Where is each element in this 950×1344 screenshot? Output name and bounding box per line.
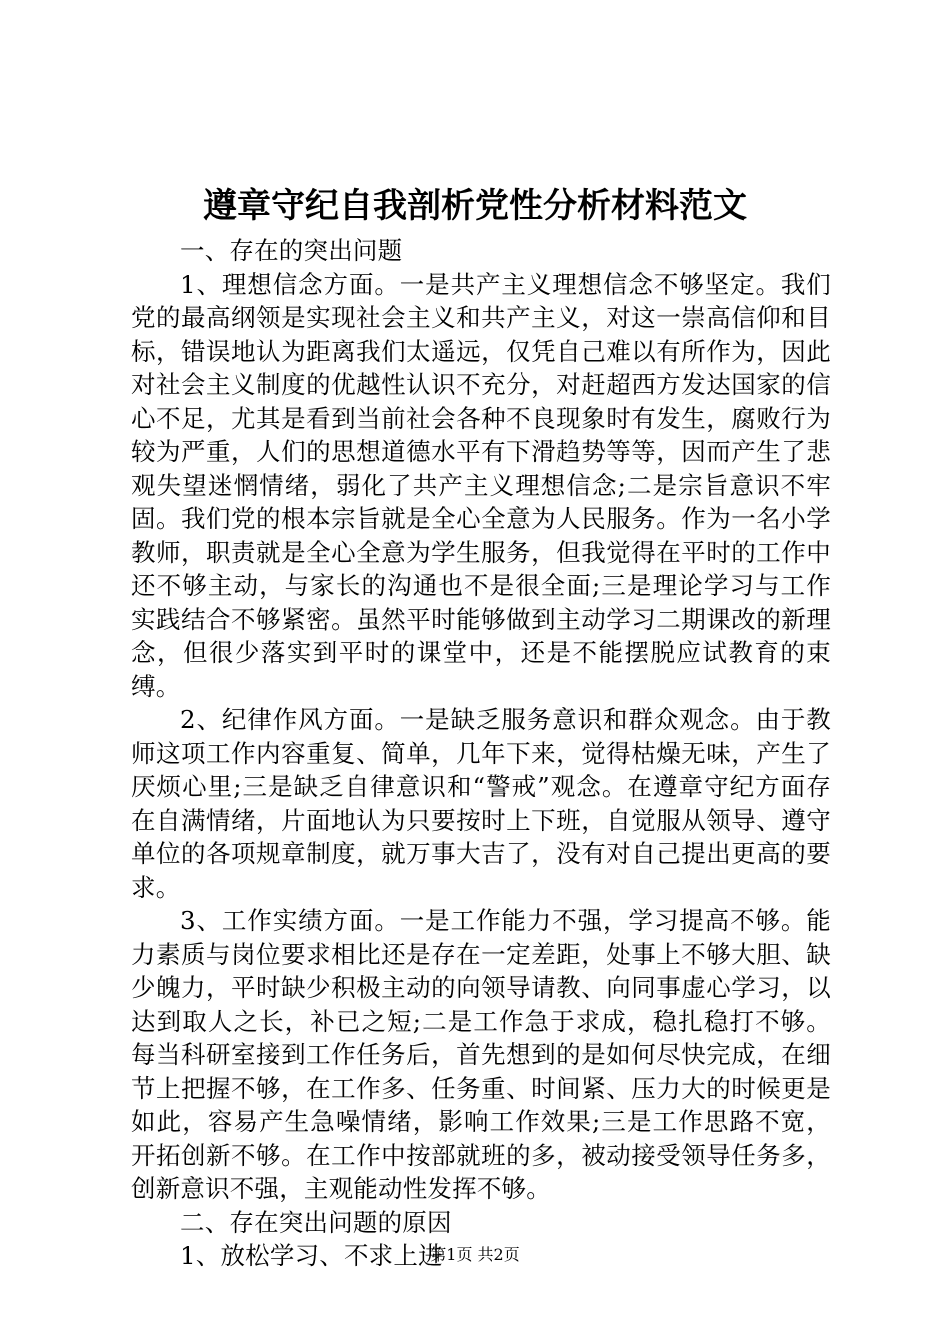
paragraph-cause-1: 1、放松学习、不求上进 [180, 1241, 443, 1270]
section-heading-2: 二、存在突出问题的原因 [180, 1207, 452, 1237]
paragraph-work-performance: 3、工作实绩方面。一是工作能力不强，学习提高不够。能力素质与岗位要求相比还是存在一定差距，处事上不够大胆、缺少魄力，平时缺少积极主动的向领导请教、向同事虚心学习，以达到取人之长，补已之短;二是工作急于求成，稳扎稳打不够。每当科研室接到工作任务后，首先想到的是如何尽快完成，在细节上把握不够，在工作多、任务重、时间紧、压力大的时候更是如此，容易产生急噪情绪，影响工作效果;三是工作思路不宽，开拓创新不够。在工作中按部就班的多，被动接受领导任务多，创新意识不强，主观能动性发挥不够。 [131, 906, 831, 1203]
section-heading-1: 一、存在的突出问题 [180, 236, 403, 265]
paragraph-discipline: 2、纪律作风方面。一是缺乏服务意识和群众观念。由于教师这项工作内容重复、简单，几年下来，觉得枯燥无味，产生了厌烦心里;三是缺乏自律意识和“警戒”观念。在遵章守纪方面存在自满情绪，片面地认为只要按时上下班，自觉服从领导、遵守单位的各项规章制度，就万事大吉了，没有对自己提出更高的要求。 [131, 705, 831, 902]
paragraph-ideals: 1、理想信念方面。一是共产主义理想信念不够坚定。我们党的最高纲领是实现社会主义和共产主义，对这一崇高信仰和目标，错误地认为距离我们太遥远，仅凭自己难以有所作为，因此对社会主义制度的优越性认识不充分，对赶超西方发达国家的信心不足，尤其是看到当前社会各种不良现象时有发生，腐败行为较为严重，人们的思想道德水平有下滑趋势等等，因而产生了悲观失望迷惘情绪，弱化了共产主义理想信念;二是宗旨意识不牢固。我们党的根本宗旨就是全心全意为人民服务。作为一名小学教师，职责就是全心全意为学生服务，但我觉得在平时的工作中还不够主动，与家长的沟通也不是很全面;三是理论学习与工作实践结合不够紧密。虽然平时能够做到主动学习二期课改的新理念，但很少落实到平时的课堂中，还是不能摆脱应试教育的束缚。 [131, 269, 831, 701]
document-body [131, 234, 831, 1273]
document-title: 遵章守纪自我剖析党性分析材料范文 [203, 186, 747, 226]
page-footer: 第1页 共2页 [430, 1245, 520, 1264]
